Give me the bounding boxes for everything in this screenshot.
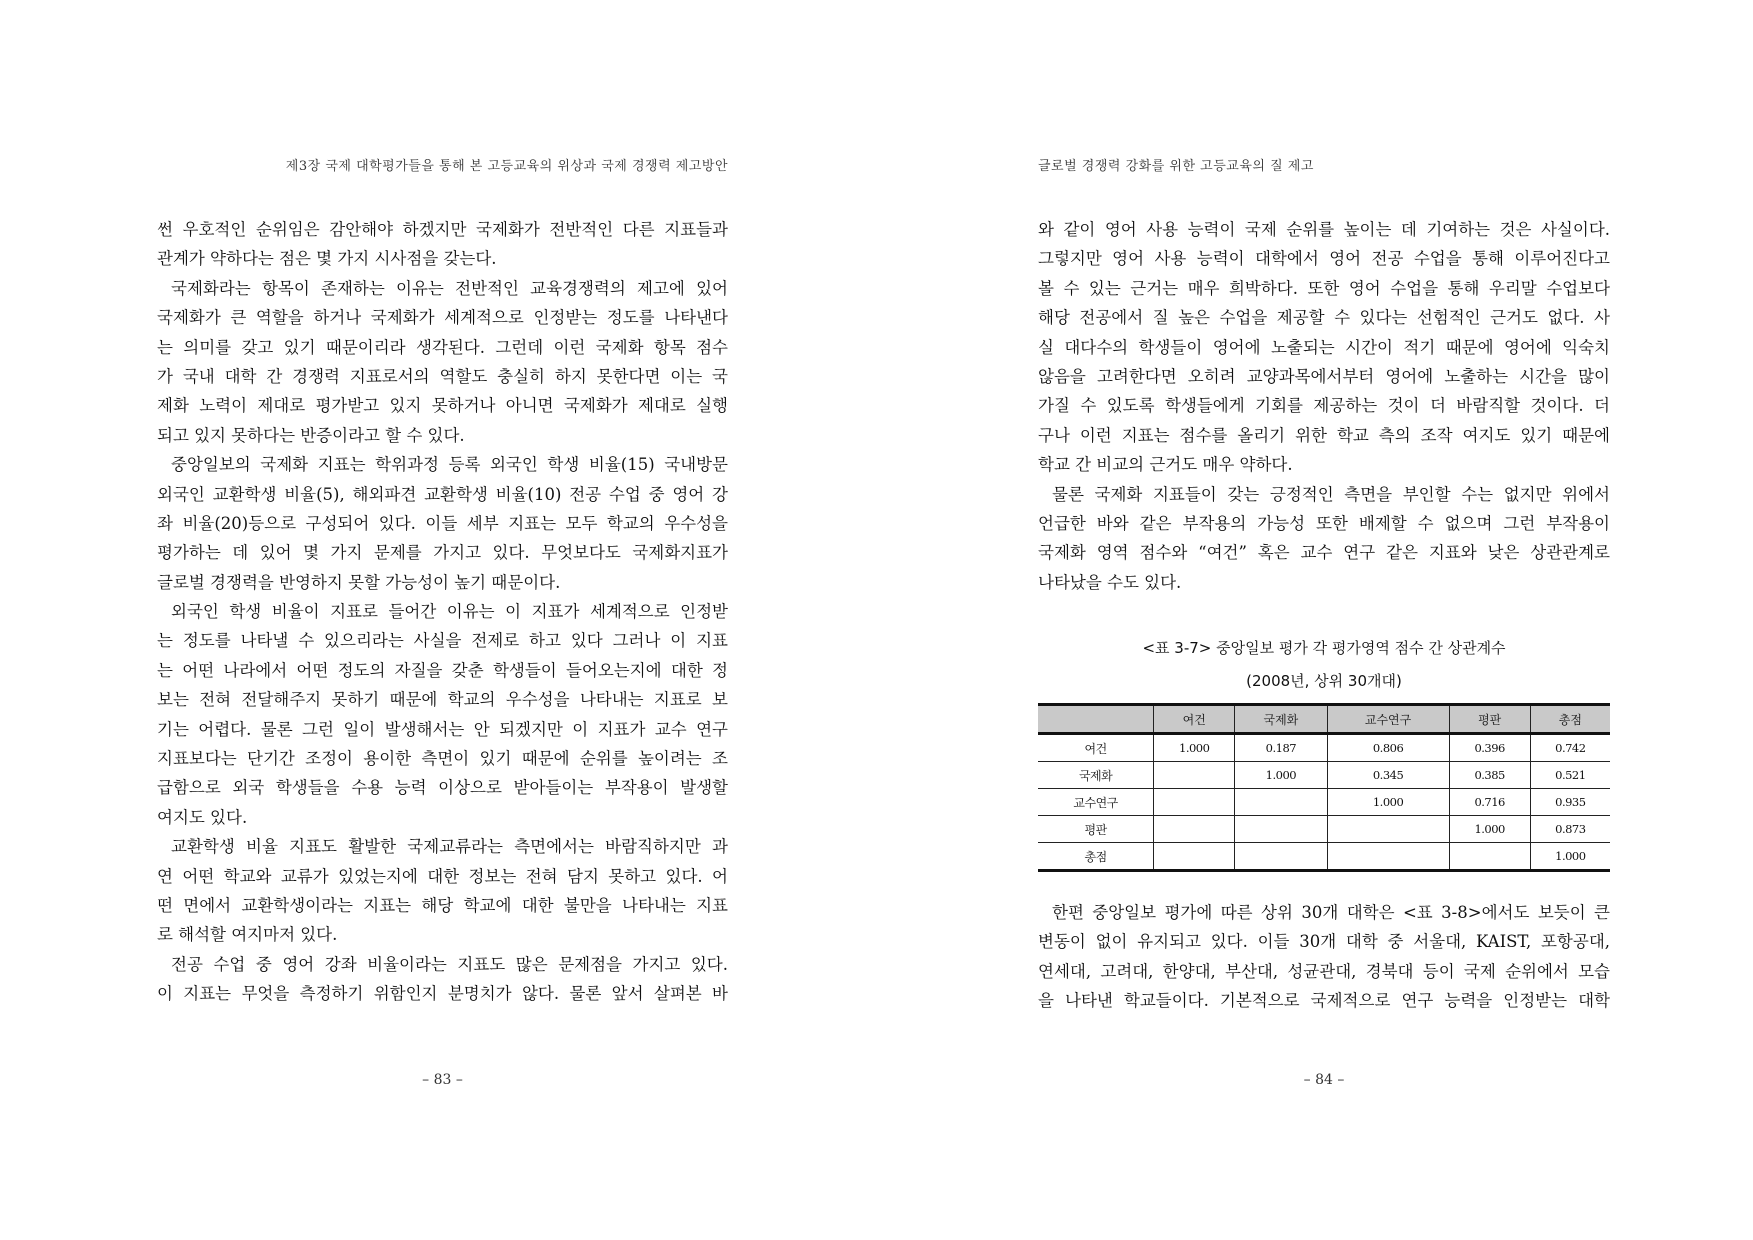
text-line: 는 정도를 나타낼 수 있으리라는 사실을 전제로 하고 있다 그러나 이 지표: [157, 631, 728, 651]
paragraph: [1038, 480, 1610, 598]
table-cell: 0.935: [1530, 789, 1610, 816]
paragraph: [1038, 215, 1610, 480]
text-line: 가질 수 있도록 학생들에게 기회를 제공하는 것이 더 바람직할 것이다. 더: [1038, 396, 1610, 416]
table-cell: 1.000: [1154, 734, 1235, 762]
table-cell: [1154, 762, 1235, 789]
text-line: 실 대다수의 학생들이 영어에 노출되는 시간이 적기 때문에 영어에 익숙치: [1038, 337, 1610, 357]
table-row: [1038, 789, 1610, 816]
table-header-row: [1038, 705, 1610, 734]
table-cell: [1327, 816, 1449, 843]
table-row: [1038, 762, 1610, 789]
text-line: 나타났을 수도 있다.: [1038, 572, 1182, 592]
text-line: 교환학생 비율 지표도 활발한 국제교류라는 측면에서는 바람직하지만 과: [171, 837, 728, 857]
table-cell: [1154, 816, 1235, 843]
table-cell: [1154, 843, 1235, 871]
text-line: 언급한 바와 같은 부작용의 가능성 또한 배제할 수 없으며 그런 부작용이: [1038, 513, 1610, 533]
text-line: 가 국내 대학 간 경쟁력 지표로서의 역할도 충실히 하지 못한다면 이는 국: [157, 366, 728, 386]
text-line: 떤 면에서 교환학생이라는 지표는 해당 학교에 대한 불만을 나타내는 지표: [157, 895, 728, 915]
column-header: 평판: [1449, 705, 1530, 734]
body-text: [1038, 215, 1610, 597]
text-line: 평가하는 데 있어 몇 가지 문제를 가지고 있다. 무엇보다도 국제화지표가: [157, 543, 728, 563]
left-page: [157, 0, 728, 1240]
text-line: 물론 국제화 지표들이 갖는 긍정적인 측면을 부인할 수는 없지만 위에서: [1052, 484, 1610, 504]
text-line: 을 나타낸 학교들이다. 기본적으로 국제적으로 연구 능력을 인정받는 대학: [1038, 991, 1610, 1011]
column-header: [1038, 705, 1154, 734]
table-cell: [1235, 843, 1327, 871]
table-cell: 1.000: [1449, 816, 1530, 843]
table-title: <표 3-7> 중앙일보 평가 각 평가영역 점수 간 상관계수: [1142, 639, 1506, 657]
table-cell: [1449, 843, 1530, 871]
text-line: 는 의미를 갖고 있기 때문이리라 생각된다. 그런데 이런 국제화 항목 점수: [157, 337, 728, 357]
text-line: 학교 간 비교의 근거도 매우 약하다.: [1038, 455, 1293, 475]
text-line: 구나 이런 지표는 점수를 올리기 위한 학교 측의 조작 여지도 있기 때문에: [1038, 425, 1610, 445]
table-cell: [1154, 789, 1235, 816]
page-number: – 84 –: [1303, 1072, 1345, 1088]
text-line: 외국인 학생 비율이 지표로 들어간 이유는 이 지표가 세계적으로 인정받: [171, 602, 728, 622]
text-line: 않음을 고려한다면 오히려 교양과목에서부터 영어에 노출하는 시간을 많이: [1038, 366, 1610, 386]
row-header: 국제화: [1038, 762, 1154, 789]
text-line: 국제화 영역 점수와 “여건” 혹은 교수 연구 같은 지표와 낮은 상관관계로: [1038, 543, 1610, 563]
text-line: 해당 전공에서 질 높은 수업을 제공할 수 있다는 선험적인 근거도 없다. 사: [1038, 308, 1610, 328]
table-row: [1038, 816, 1610, 843]
text-line: 썬 우호적인 순위임은 감안해야 하겠지만 국제화가 전반적인 다른 지표들과: [157, 220, 728, 239]
table-cell: 0.345: [1327, 762, 1449, 789]
text-line: 그렇지만 영어 사용 능력이 대학에서 영어 전공 수업을 통해 이루어진다고: [1038, 249, 1610, 269]
text-line: 로 해석할 여지마저 있다.: [157, 925, 338, 945]
paragraph: [1038, 898, 1610, 1016]
paragraph: [157, 215, 728, 274]
text-line: 연 어떤 학교와 교류가 있었는지에 대한 정보는 전혀 담지 못하고 있다. 어: [157, 866, 728, 886]
table-cell: 0.873: [1530, 816, 1610, 843]
text-line: 글로벌 경쟁력을 반영하지 못할 가능성이 높기 때문이다.: [157, 572, 561, 592]
row-header: 총점: [1038, 843, 1154, 871]
table-cell: 0.385: [1449, 762, 1530, 789]
text-line: 급함으로 외국 학생들을 수용 능력 이상으로 받아들이는 부작용이 발생할: [157, 778, 728, 798]
table-cell: 0.521: [1530, 762, 1610, 789]
table-cell: 1.000: [1235, 762, 1327, 789]
correlation-table: [1038, 703, 1610, 872]
row-header: 여건: [1038, 734, 1154, 762]
table-cell: 1.000: [1530, 843, 1610, 871]
table-cell: 0.396: [1449, 734, 1530, 762]
table-cell: [1235, 816, 1327, 843]
paragraph: [157, 832, 728, 950]
text-line: 는 어떤 나라에서 어떤 정도의 자질을 갖춘 학생들이 들어오는지에 대한 정: [157, 660, 728, 680]
text-line: 이 지표는 무엇을 측정하기 위함인지 분명치가 않다. 물론 앞서 살펴본 바: [157, 984, 728, 1004]
column-header: 총점: [1530, 705, 1610, 734]
text-line: 연세대, 고려대, 한양대, 부산대, 성균관대, 경북대 등이 국제 순위에서 모습: [1038, 961, 1610, 981]
text-line: 제화 노력이 제대로 평가받고 있지 못하거나 아니면 국제화가 제대로 실행: [157, 396, 728, 416]
text-line: 외국인 교환학생 비율(5), 해외파견 교환학생 비율(10) 전공 수업 중 영어 강: [157, 484, 728, 504]
text-line: 되고 있지 못하다는 반증이라고 할 수 있다.: [157, 425, 465, 445]
table-cell: 0.806: [1327, 734, 1449, 762]
text-line: 관계가 약하다는 점은 몇 가지 시사점을 갖는다.: [157, 249, 497, 269]
body-text: [1038, 898, 1610, 1016]
table-row: [1038, 843, 1610, 871]
text-line: 한편 중앙일보 평가에 따른 상위 30개 대학은 <표 3-8>에서도 보듯이 큰: [1052, 903, 1610, 922]
table-subtitle: (2008년, 상위 30개대): [1246, 672, 1402, 690]
text-line: 전공 수업 중 영어 강좌 비율이라는 지표도 많은 문제점을 가지고 있다.: [171, 954, 728, 974]
text-line: 와 같이 영어 사용 능력이 국제 순위를 높이는 데 기여하는 것은 사실이다.: [1038, 220, 1610, 239]
column-header: 교수연구: [1327, 705, 1449, 734]
text-line: 지표보다는 단기간 조정이 용이한 측면이 있기 때문에 순위를 높이려는 조: [157, 749, 728, 769]
text-line: 여지도 있다.: [157, 807, 248, 827]
text-line: 보는 전혀 전달해주지 못하기 때문에 학교의 우수성을 나타내는 지표로 보: [157, 690, 728, 710]
row-header: 평판: [1038, 816, 1154, 843]
column-header: 국제화: [1235, 705, 1327, 734]
table-row: [1038, 734, 1610, 762]
text-line: 국제화가 큰 역할을 하거나 국제화가 세계적으로 인정받는 정도를 나타낸다: [157, 308, 728, 328]
table-cell: 0.716: [1449, 789, 1530, 816]
text-line: 국제화라는 항목이 존재하는 이유는 전반적인 교육경쟁력의 제고에 있어: [171, 278, 728, 298]
paragraph: [157, 950, 728, 1009]
running-head: 제3장 국제 대학평가들을 통해 본 고등교육의 위상과 국제 경쟁력 제고방안: [285, 159, 728, 174]
page-number: – 83 –: [422, 1072, 463, 1088]
running-head: 글로벌 경쟁력 강화를 위한 고등교육의 질 제고: [1038, 159, 1314, 174]
column-header: 여건: [1154, 705, 1235, 734]
table-cell: [1327, 843, 1449, 871]
text-line: 좌 비율(20)등으로 구성되어 있다. 이들 세부 지표는 모두 학교의 우수성을: [157, 513, 728, 533]
table-cell: [1235, 789, 1327, 816]
table-cell: 0.742: [1530, 734, 1610, 762]
text-line: 기는 어렵다. 물론 그런 일이 발생해서는 안 되겠지만 이 지표가 교수 연구: [157, 719, 728, 739]
body-text: [157, 215, 728, 1009]
text-line: 중앙일보의 국제화 지표는 학위과정 등록 외국인 학생 비율(15) 국내방문: [171, 455, 728, 475]
row-header: 교수연구: [1038, 789, 1154, 816]
right-page: [1038, 0, 1610, 1240]
paragraph: [157, 274, 728, 450]
table-cell: 0.187: [1235, 734, 1327, 762]
paragraph: [157, 450, 728, 597]
paragraph: [157, 597, 728, 832]
table-cell: 1.000: [1327, 789, 1449, 816]
text-line: 변동이 없이 유지되고 있다. 이들 30개 대학 중 서울대, KAIST, 포항공대,: [1038, 932, 1610, 952]
text-line: 볼 수 있는 근거는 매우 희박하다. 또한 영어 수업을 통해 우리말 수업보다: [1038, 278, 1610, 298]
